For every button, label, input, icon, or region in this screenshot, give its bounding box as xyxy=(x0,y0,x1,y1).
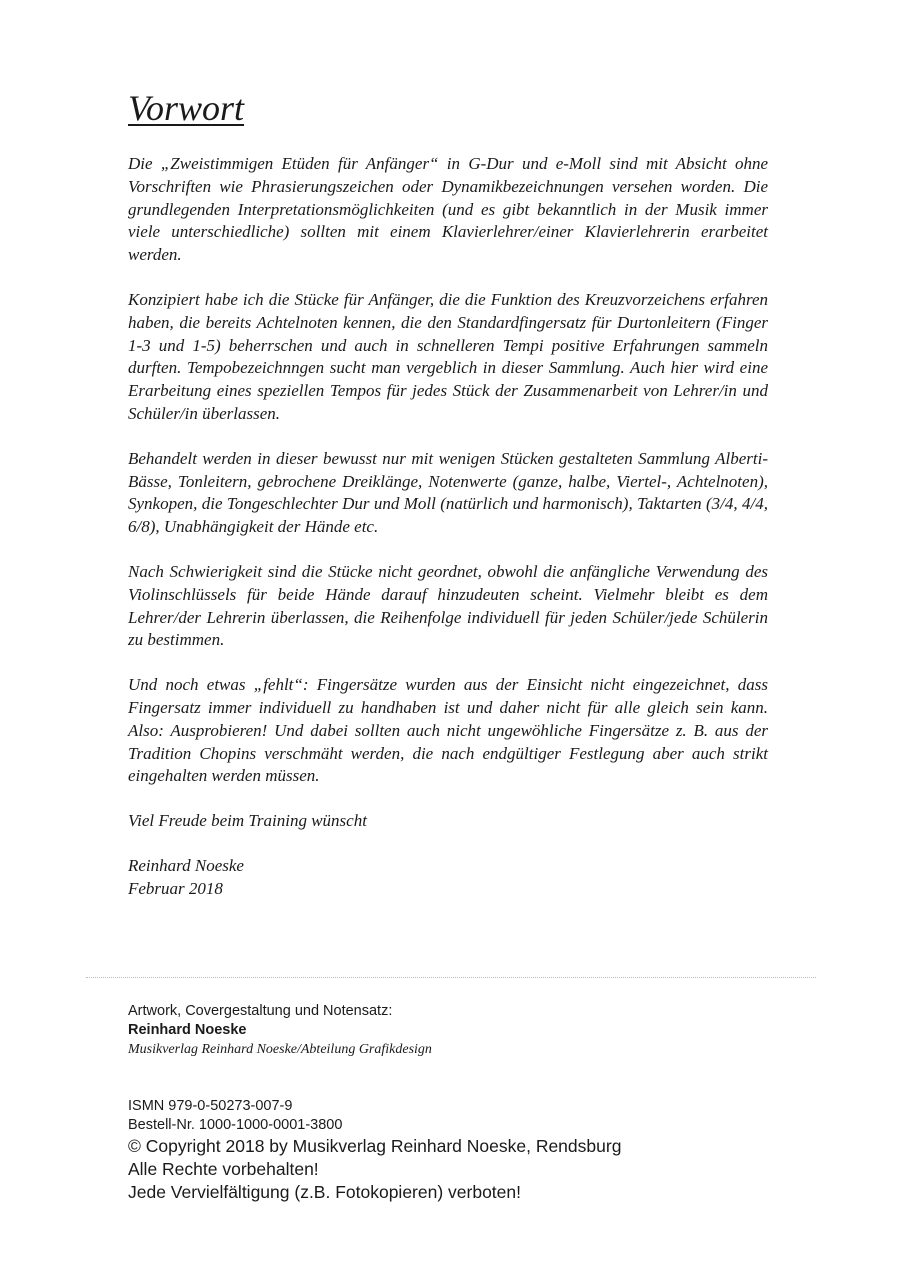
credits-label: Artwork, Covergestaltung und Notensatz: xyxy=(128,1003,393,1019)
paragraph-topics: Behandelt werden in dieser bewusst nur mit wenigen Stücken gestalteten Sammlung Alberti-Bässe, Tonleitern, gebrochene Dreiklänge, Notenwerte (ganze, halbe, Viertel-, Achtelnoten), Synkopen, die Tongeschlechter Dur und Moll (natürlich und harmonisch), Taktarten (3/4, 4/4, 6/8), Unabhängigkeit der Hände etc. xyxy=(128,448,768,537)
rights-line: Alle Rechte vorbehalten! xyxy=(128,1159,319,1179)
order-number: Bestell-Nr. 1000-1000-0001-3800 xyxy=(128,1117,343,1133)
signature-name: Reinhard Noeske xyxy=(128,855,244,875)
signature-date: Februar 2018 xyxy=(128,878,223,898)
paragraph-order: Nach Schwierigkeit sind die Stücke nicht geordnet, obwohl die anfängliche Verwendung des Violinschlüssels für beide Hände darauf hinzudeuten scheint. Vielmehr bleibt es dem Lehrer/der Lehrerin überlassen, die Reihenfolge individuell für jeden Schüler/jede Schülerin zu bestimmen. xyxy=(128,561,768,650)
signature-block xyxy=(128,855,768,901)
section-divider xyxy=(86,977,816,978)
paragraph-concept: Konzipiert habe ich die Stücke für Anfänger, die die Funktion des Kreuzvorzeichens erfahren haben, die bereits Achtelnoten kennen, die den Standardfingersatz für Durtonleitern (Finger 1-3 und 1-5) beherrschen und auch in schnelleren Tempi positive Erfahrungen sammeln durften. Tempobezeichnngen sucht man vergeblich in dieser Sammlung. Auch hier wird eine Erarbeitung eines speziellen Tempos für jedes Stück der Zusammenarbeit von Lehrer/in und Schüler/in überlassen. xyxy=(128,289,768,423)
closing-line: Viel Freude beim Training wünscht xyxy=(128,811,367,831)
credits-department: Musikverlag Reinhard Noeske/Abteilung Grafikdesign xyxy=(128,1042,432,1057)
paragraph-intro: Die „Zweistimmigen Etüden für Anfänger“ in G-Dur und e-Moll sind mit Absicht ohne Vorschriften wie Phrasierungszeichen oder Dynamikbezeichnungen versehen worden. Die grundlegenden Interpretationsmöglichkeiten (und es gibt bekanntlich in der Musik immer viele unterschiedliche) sollten mit einem Klavierlehrer/einer Klavierlehrerin erarbeitet werden. xyxy=(128,154,768,265)
credits-block xyxy=(128,1002,432,1059)
ismn-number: ISMN 979-0-50273-007-9 xyxy=(128,1098,293,1114)
copyright-line: © Copyright 2018 by Musikverlag Reinhard Noeske, Rendsburg xyxy=(128,1136,622,1156)
page-title: Vorwort xyxy=(128,88,245,128)
paragraph-fingering: Und noch etwas „fehlt“: Fingersätze wurden aus der Einsicht nicht eingezeichnet, dass Fingersatz immer individuell zu handhaben ist und daher nicht für alle gleich sein kann. Also: Ausprobieren! Und dabei sollten auch nicht ungewöhliche Fingersätze z. B. aus der Tradition Chopins verschmäht werden, die nach endgültiger Festlegung aber auch strikt eingehalten werden müssen. xyxy=(128,675,768,786)
foreword-body xyxy=(128,153,768,901)
legal-block xyxy=(128,1097,621,1204)
copy-notice: Jede Vervielfältigung (z.B. Fotokopieren) verboten! xyxy=(128,1182,521,1202)
credits-name: Reinhard Noeske xyxy=(128,1022,247,1038)
